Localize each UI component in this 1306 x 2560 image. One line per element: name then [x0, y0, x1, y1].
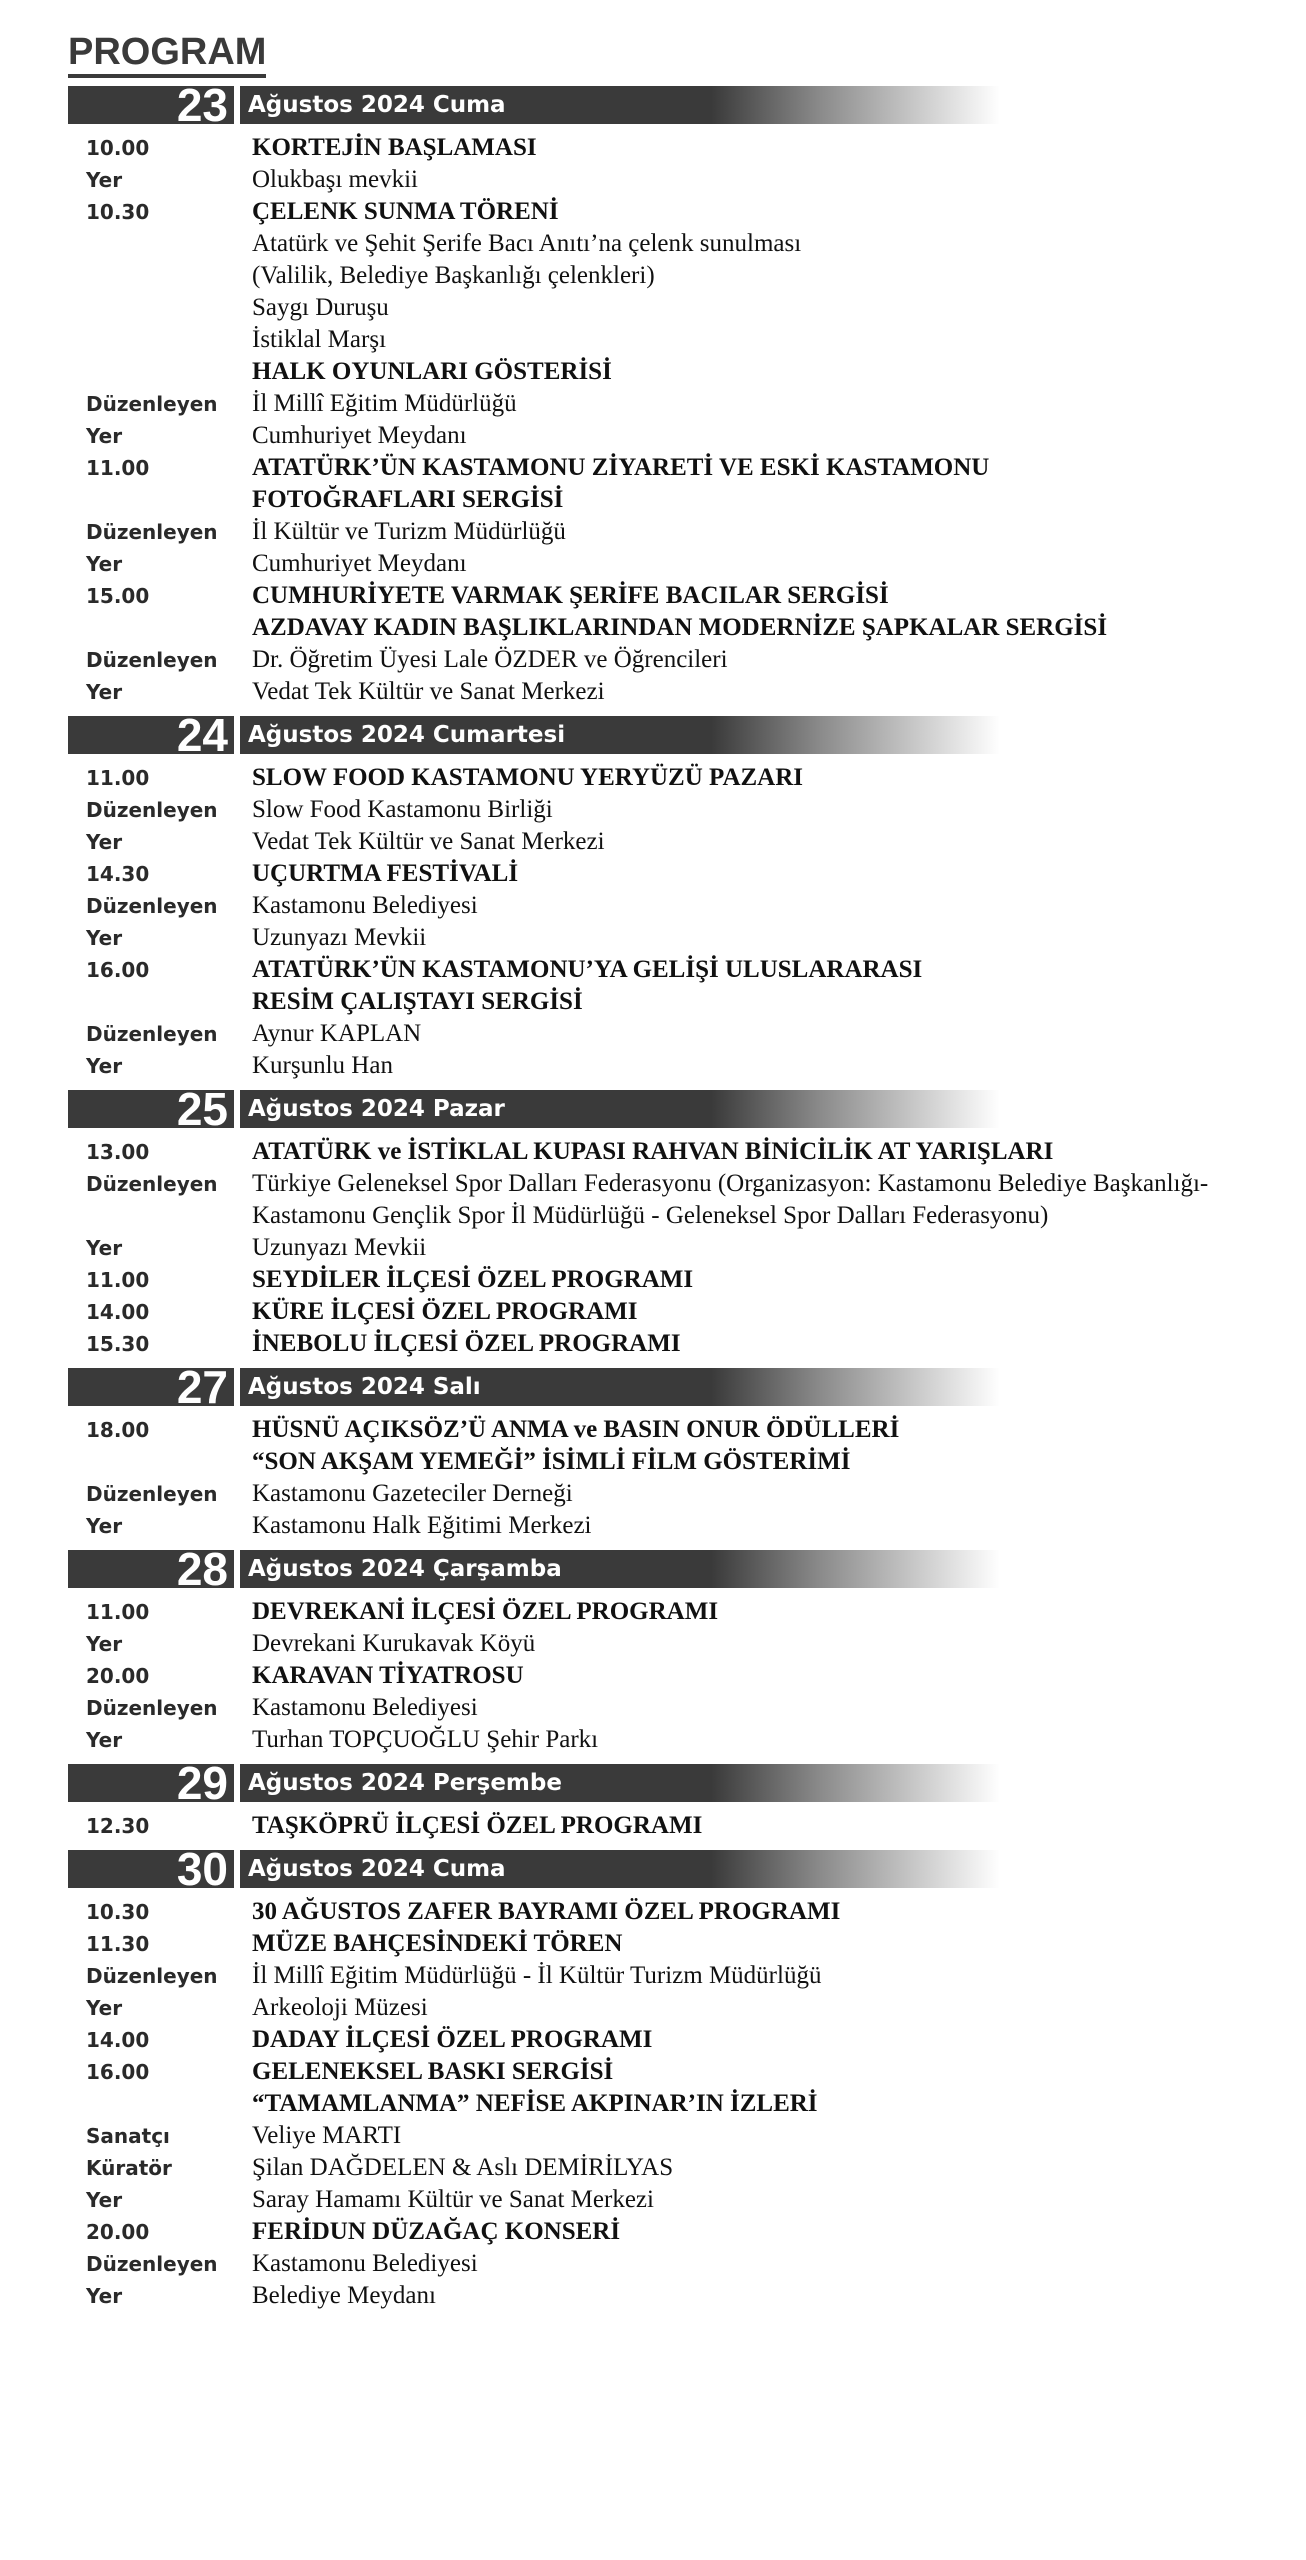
text-line: (Valilik, Belediye Başkanlığı çelenkleri)	[252, 262, 655, 289]
day-section	[68, 1843, 1268, 2312]
event-detail	[252, 2152, 1268, 2184]
event-detail	[252, 1960, 1268, 1992]
row-label: 14.00	[86, 2028, 150, 2052]
program-row	[68, 2280, 1268, 2312]
event-detail	[252, 1018, 1268, 1050]
event-detail	[252, 2280, 1268, 2312]
text-line: SLOW FOOD KASTAMONU YERYÜZÜ PAZARI	[252, 764, 804, 791]
event-title	[252, 1136, 1268, 1168]
row-label: Yer	[86, 2284, 123, 2308]
day-section	[68, 1757, 1268, 1842]
program-row	[68, 1018, 1268, 1050]
text-line: AZDAVAY KADIN BAŞLIKLARINDAN MODERNİZE ŞAPKALAR SERGİSİ	[252, 614, 1108, 641]
row-label: 14.00	[86, 1300, 150, 1324]
row-label: Düzenleyen	[86, 2252, 218, 2276]
program-row	[68, 1928, 1268, 1960]
event-detail	[252, 676, 1268, 708]
row-label: Yer	[86, 1728, 123, 1752]
day-section	[68, 709, 1268, 1082]
program-row	[68, 2216, 1268, 2248]
text-line: DEVREKANİ İLÇESİ ÖZEL PROGRAMI	[252, 1598, 719, 1625]
row-label: Düzenleyen	[86, 798, 218, 822]
text-line: İstiklal Marşı	[252, 326, 387, 353]
row-label: Düzenleyen	[86, 1482, 218, 1506]
event-title	[252, 762, 1268, 794]
text-line: Belediye Meydanı	[252, 2282, 436, 2309]
text-line: Slow Food Kastamonu Birliği	[252, 796, 553, 823]
row-label: 11.00	[86, 456, 150, 480]
program-row	[68, 890, 1268, 922]
program-row	[68, 644, 1268, 676]
day-number-block	[68, 709, 234, 761]
event-title	[252, 954, 1268, 1018]
program-row	[68, 548, 1268, 580]
row-label: Yer	[86, 552, 123, 576]
row-label: 11.00	[86, 1268, 150, 1292]
program-row	[68, 1264, 1268, 1296]
day-number: 29	[176, 1757, 228, 1809]
program-row	[68, 1810, 1268, 1842]
day-date: Ağustos 2024 Cuma	[248, 92, 506, 118]
text-line: “TAMAMLANMA” NEFİSE AKPINAR’IN İZLERİ	[252, 2090, 818, 2117]
day-number: 23	[176, 79, 228, 131]
event-detail	[252, 1992, 1268, 2024]
row-label: Yer	[86, 1054, 123, 1078]
day-number-block	[68, 79, 234, 131]
text-line: SEYDİLER İLÇESİ ÖZEL PROGRAMI	[252, 1266, 694, 1293]
day-date: Ağustos 2024 Çarşamba	[248, 1556, 562, 1582]
row-label: Yer	[86, 1514, 123, 1538]
text-line: ÇELENK SUNMA TÖRENİ	[252, 198, 559, 225]
program-row	[68, 1724, 1268, 1756]
program-row	[68, 1296, 1268, 1328]
day-section	[68, 1543, 1268, 1756]
day-number: 30	[176, 1843, 228, 1895]
program-row	[68, 516, 1268, 548]
day-number: 25	[176, 1083, 228, 1135]
day-header	[68, 1757, 1268, 1809]
program-row	[68, 2184, 1268, 2216]
row-label: 14.30	[86, 862, 150, 886]
program-row	[68, 164, 1268, 196]
event-detail	[252, 1232, 1268, 1264]
event-detail	[252, 388, 1268, 420]
text-line: Kastamonu Gençlik Spor İl Müdürlüğü - Geleneksel Spor Dalları Federasyonu)	[252, 1202, 1049, 1229]
event-detail	[252, 2120, 1268, 2152]
program-row	[68, 1510, 1268, 1542]
row-label: 16.00	[86, 2060, 150, 2084]
day-number-block	[68, 1543, 234, 1595]
day-date-bar	[240, 716, 1000, 754]
row-label: Düzenleyen	[86, 1964, 218, 1988]
row-label: 10.00	[86, 136, 150, 160]
day-number: 28	[176, 1543, 228, 1595]
day-number-block	[68, 1757, 234, 1809]
event-title	[252, 132, 1268, 164]
event-detail	[252, 164, 1268, 196]
text-line: Uzunyazı Mevkii	[252, 1234, 427, 1261]
row-label: Yer	[86, 830, 123, 854]
event-detail	[252, 826, 1268, 858]
program-row	[68, 762, 1268, 794]
row-label: Düzenleyen	[86, 1172, 218, 1196]
text-line: Atatürk ve Şehit Şerife Bacı Anıtı’na çelenk sunulması	[252, 230, 802, 257]
program-row	[68, 2120, 1268, 2152]
text-line: Kastamonu Gazeteciler Derneği	[252, 1480, 573, 1507]
program-row	[68, 1960, 1268, 1992]
text-line: Dr. Öğretim Üyesi Lale ÖZDER ve Öğrencileri	[252, 646, 728, 673]
row-label: 11.30	[86, 1932, 150, 1956]
row-label: Sanatçı	[86, 2124, 170, 2148]
text-line: Aynur KAPLAN	[252, 1020, 422, 1047]
text-line: İl Kültür ve Turizm Müdürlüğü	[252, 518, 566, 545]
text-line: Kastamonu Belediyesi	[252, 892, 478, 919]
program-row	[68, 196, 1268, 228]
row-label: 20.00	[86, 2220, 150, 2244]
event-title	[252, 1928, 1268, 1960]
row-label: Yer	[86, 1996, 123, 2020]
row-label: Yer	[86, 926, 123, 950]
text-line: Cumhuriyet Meydanı	[252, 422, 467, 449]
text-line: KARAVAN TİYATROSU	[252, 1662, 524, 1689]
row-label: Küratör	[86, 2156, 172, 2180]
row-label: Düzenleyen	[86, 894, 218, 918]
text-line: Vedat Tek Kültür ve Sanat Merkezi	[252, 678, 605, 705]
text-line: FOTOĞRAFLARI SERGİSİ	[252, 486, 564, 513]
row-label: Düzenleyen	[86, 1022, 218, 1046]
program-row	[68, 1692, 1268, 1724]
text-line: Kastamonu Belediyesi	[252, 1694, 478, 1721]
row-label: Düzenleyen	[86, 648, 218, 672]
event-title	[252, 356, 1268, 388]
day-section	[68, 1083, 1268, 1360]
program-row	[68, 2248, 1268, 2280]
event-detail	[252, 2248, 1268, 2280]
day-date-bar	[240, 1090, 1000, 1128]
program-row	[68, 794, 1268, 826]
event-detail	[252, 1724, 1268, 1756]
day-header	[68, 1361, 1268, 1413]
text-line: DADAY İLÇESİ ÖZEL PROGRAMI	[252, 2026, 653, 2053]
day-number-block	[68, 1361, 234, 1413]
text-line: Türkiye Geleneksel Spor Dalları Federasyonu (Organizasyon: Kastamonu Belediye Başkanlığı-	[252, 1170, 1209, 1197]
text-line: “SON AKŞAM YEMEĞİ” İSİMLİ FİLM GÖSTERİMİ	[252, 1448, 851, 1475]
event-detail	[252, 420, 1268, 452]
event-title	[252, 1414, 1268, 1478]
event-detail	[252, 890, 1268, 922]
program-row	[68, 1896, 1268, 1928]
program-row	[68, 826, 1268, 858]
row-label: 11.00	[86, 1600, 150, 1624]
text-line: Şilan DAĞDELEN & Aslı DEMİRİLYAS	[252, 2154, 674, 2181]
row-label: 10.30	[86, 200, 150, 224]
text-line: ATATÜRK’ÜN KASTAMONU ZİYARETİ VE ESKİ KASTAMONU	[252, 454, 990, 481]
row-label: Yer	[86, 680, 123, 704]
row-label: 12.30	[86, 1814, 150, 1838]
event-title	[252, 1896, 1268, 1928]
day-section	[68, 1361, 1268, 1542]
event-detail	[252, 1628, 1268, 1660]
text-line: TAŞKÖPRÜ İLÇESİ ÖZEL PROGRAMI	[252, 1812, 703, 1839]
event-detail	[252, 1168, 1268, 1232]
text-line: Olukbaşı mevkii	[252, 166, 418, 193]
program-row	[68, 858, 1268, 890]
event-detail	[252, 228, 1268, 356]
row-label: Yer	[86, 168, 123, 192]
row-label: Yer	[86, 1236, 123, 1260]
text-line: Veliye MARTI	[252, 2122, 402, 2149]
text-line: UÇURTMA FESTİVALİ	[252, 860, 519, 887]
text-line: CUMHURİYETE VARMAK ŞERİFE BACILAR SERGİSİ	[252, 582, 889, 609]
text-line: GELENEKSEL BASKI SERGİSİ	[252, 2058, 614, 2085]
day-date-bar	[240, 86, 1000, 124]
program-row	[68, 132, 1268, 164]
text-line: İNEBOLU İLÇESİ ÖZEL PROGRAMI	[252, 1330, 681, 1357]
text-line: KORTEJİN BAŞLAMASI	[252, 134, 537, 161]
row-label: 18.00	[86, 1418, 150, 1442]
program-row	[68, 1478, 1268, 1510]
day-header	[68, 79, 1268, 131]
text-line: İl Millî Eğitim Müdürlüğü	[252, 390, 517, 417]
program-row	[68, 1136, 1268, 1168]
row-label: 11.00	[86, 766, 150, 790]
row-label: Düzenleyen	[86, 1696, 218, 1720]
event-title	[252, 580, 1268, 644]
day-date: Ağustos 2024 Cuma	[248, 1856, 506, 1882]
row-label: 20.00	[86, 1664, 150, 1688]
row-label: Düzenleyen	[86, 392, 218, 416]
program-row	[68, 388, 1268, 420]
program-row	[68, 420, 1268, 452]
days-container	[68, 79, 1268, 2312]
program-row	[68, 1596, 1268, 1628]
day-header	[68, 709, 1268, 761]
text-line: İl Millî Eğitim Müdürlüğü - İl Kültür Turizm Müdürlüğü	[252, 1962, 822, 1989]
text-line: ATATÜRK’ÜN KASTAMONU’YA GELİŞİ ULUSLARARASI	[252, 956, 923, 983]
event-detail	[252, 794, 1268, 826]
program-page	[68, 30, 1268, 2312]
text-line: MÜZE BAHÇESİNDEKİ TÖREN	[252, 1930, 623, 1957]
day-number: 24	[176, 709, 228, 761]
program-row	[68, 356, 1268, 388]
event-detail	[252, 1050, 1268, 1082]
program-row	[68, 1328, 1268, 1360]
event-title	[252, 1660, 1268, 1692]
text-line: Vedat Tek Kültür ve Sanat Merkezi	[252, 828, 605, 855]
page-title: PROGRAM	[68, 30, 266, 78]
event-title	[252, 1296, 1268, 1328]
day-date: Ağustos 2024 Perşembe	[248, 1770, 562, 1796]
day-number-block	[68, 1083, 234, 1135]
program-row	[68, 954, 1268, 1018]
row-label: 13.00	[86, 1140, 150, 1164]
text-line: 30 AĞUSTOS ZAFER BAYRAMI ÖZEL PROGRAMI	[252, 1898, 841, 1925]
event-title	[252, 2056, 1268, 2120]
day-number: 27	[176, 1361, 228, 1413]
program-row	[68, 1628, 1268, 1660]
program-row	[68, 1168, 1268, 1232]
program-row	[68, 228, 1268, 356]
program-row	[68, 2024, 1268, 2056]
text-line: Cumhuriyet Meydanı	[252, 550, 467, 577]
program-row	[68, 1232, 1268, 1264]
text-line: FERİDUN DÜZAĞAÇ KONSERİ	[252, 2218, 621, 2245]
row-label: Yer	[86, 424, 123, 448]
program-row	[68, 2056, 1268, 2120]
text-line: Devrekani Kurukavak Köyü	[252, 1630, 536, 1657]
program-row	[68, 676, 1268, 708]
day-date: Ağustos 2024 Cumartesi	[248, 722, 566, 748]
event-detail	[252, 1692, 1268, 1724]
event-detail	[252, 516, 1268, 548]
text-line: ATATÜRK ve İSTİKLAL KUPASI RAHVAN BİNİCİLİK AT YARIŞLARI	[252, 1138, 1054, 1165]
row-label: Yer	[86, 1632, 123, 1656]
day-date-bar	[240, 1764, 1000, 1802]
text-line: Arkeoloji Müzesi	[252, 1994, 428, 2021]
event-title	[252, 1328, 1268, 1360]
program-row	[68, 1660, 1268, 1692]
text-line: Kurşunlu Han	[252, 1052, 393, 1079]
day-header	[68, 1843, 1268, 1895]
day-date-bar	[240, 1550, 1000, 1588]
row-label: Düzenleyen	[86, 520, 218, 544]
day-header	[68, 1543, 1268, 1595]
row-label: 15.00	[86, 584, 150, 608]
program-row	[68, 452, 1268, 516]
program-row	[68, 922, 1268, 954]
program-row	[68, 1992, 1268, 2024]
program-row	[68, 1050, 1268, 1082]
text-line: Saray Hamamı Kültür ve Sanat Merkezi	[252, 2186, 654, 2213]
event-detail	[252, 2184, 1268, 2216]
program-row	[68, 1414, 1268, 1478]
text-line: Uzunyazı Mevkii	[252, 924, 427, 951]
day-date-bar	[240, 1368, 1000, 1406]
event-detail	[252, 1510, 1268, 1542]
row-label: Yer	[86, 2188, 123, 2212]
event-detail	[252, 1478, 1268, 1510]
text-line: KÜRE İLÇESİ ÖZEL PROGRAMI	[252, 1298, 638, 1325]
row-label: 16.00	[86, 958, 150, 982]
text-line: Saygı Duruşu	[252, 294, 389, 321]
event-title	[252, 1810, 1268, 1842]
row-label: 10.30	[86, 1900, 150, 1924]
text-line: Kastamonu Belediyesi	[252, 2250, 478, 2277]
event-title	[252, 452, 1268, 516]
text-line: Turhan TOPÇUOĞLU Şehir Parkı	[252, 1726, 599, 1753]
event-detail	[252, 922, 1268, 954]
event-title	[252, 196, 1268, 228]
day-section	[68, 79, 1268, 708]
day-header	[68, 1083, 1268, 1135]
event-detail	[252, 548, 1268, 580]
text-line: HALK OYUNLARI GÖSTERİSİ	[252, 358, 612, 385]
day-number-block	[68, 1843, 234, 1895]
text-line: Kastamonu Halk Eğitimi Merkezi	[252, 1512, 592, 1539]
day-date: Ağustos 2024 Salı	[248, 1374, 481, 1400]
text-line: RESİM ÇALIŞTAYI SERGİSİ	[252, 988, 583, 1015]
event-detail	[252, 644, 1268, 676]
event-title	[252, 1264, 1268, 1296]
day-date: Ağustos 2024 Pazar	[248, 1096, 505, 1122]
program-row	[68, 2152, 1268, 2184]
event-title	[252, 2216, 1268, 2248]
event-title	[252, 858, 1268, 890]
row-label: 15.30	[86, 1332, 150, 1356]
event-title	[252, 2024, 1268, 2056]
text-line: HÜSNÜ AÇIKSÖZ’Ü ANMA ve BASIN ONUR ÖDÜLLERİ	[252, 1416, 900, 1443]
day-date-bar	[240, 1850, 1000, 1888]
event-title	[252, 1596, 1268, 1628]
program-row	[68, 580, 1268, 644]
